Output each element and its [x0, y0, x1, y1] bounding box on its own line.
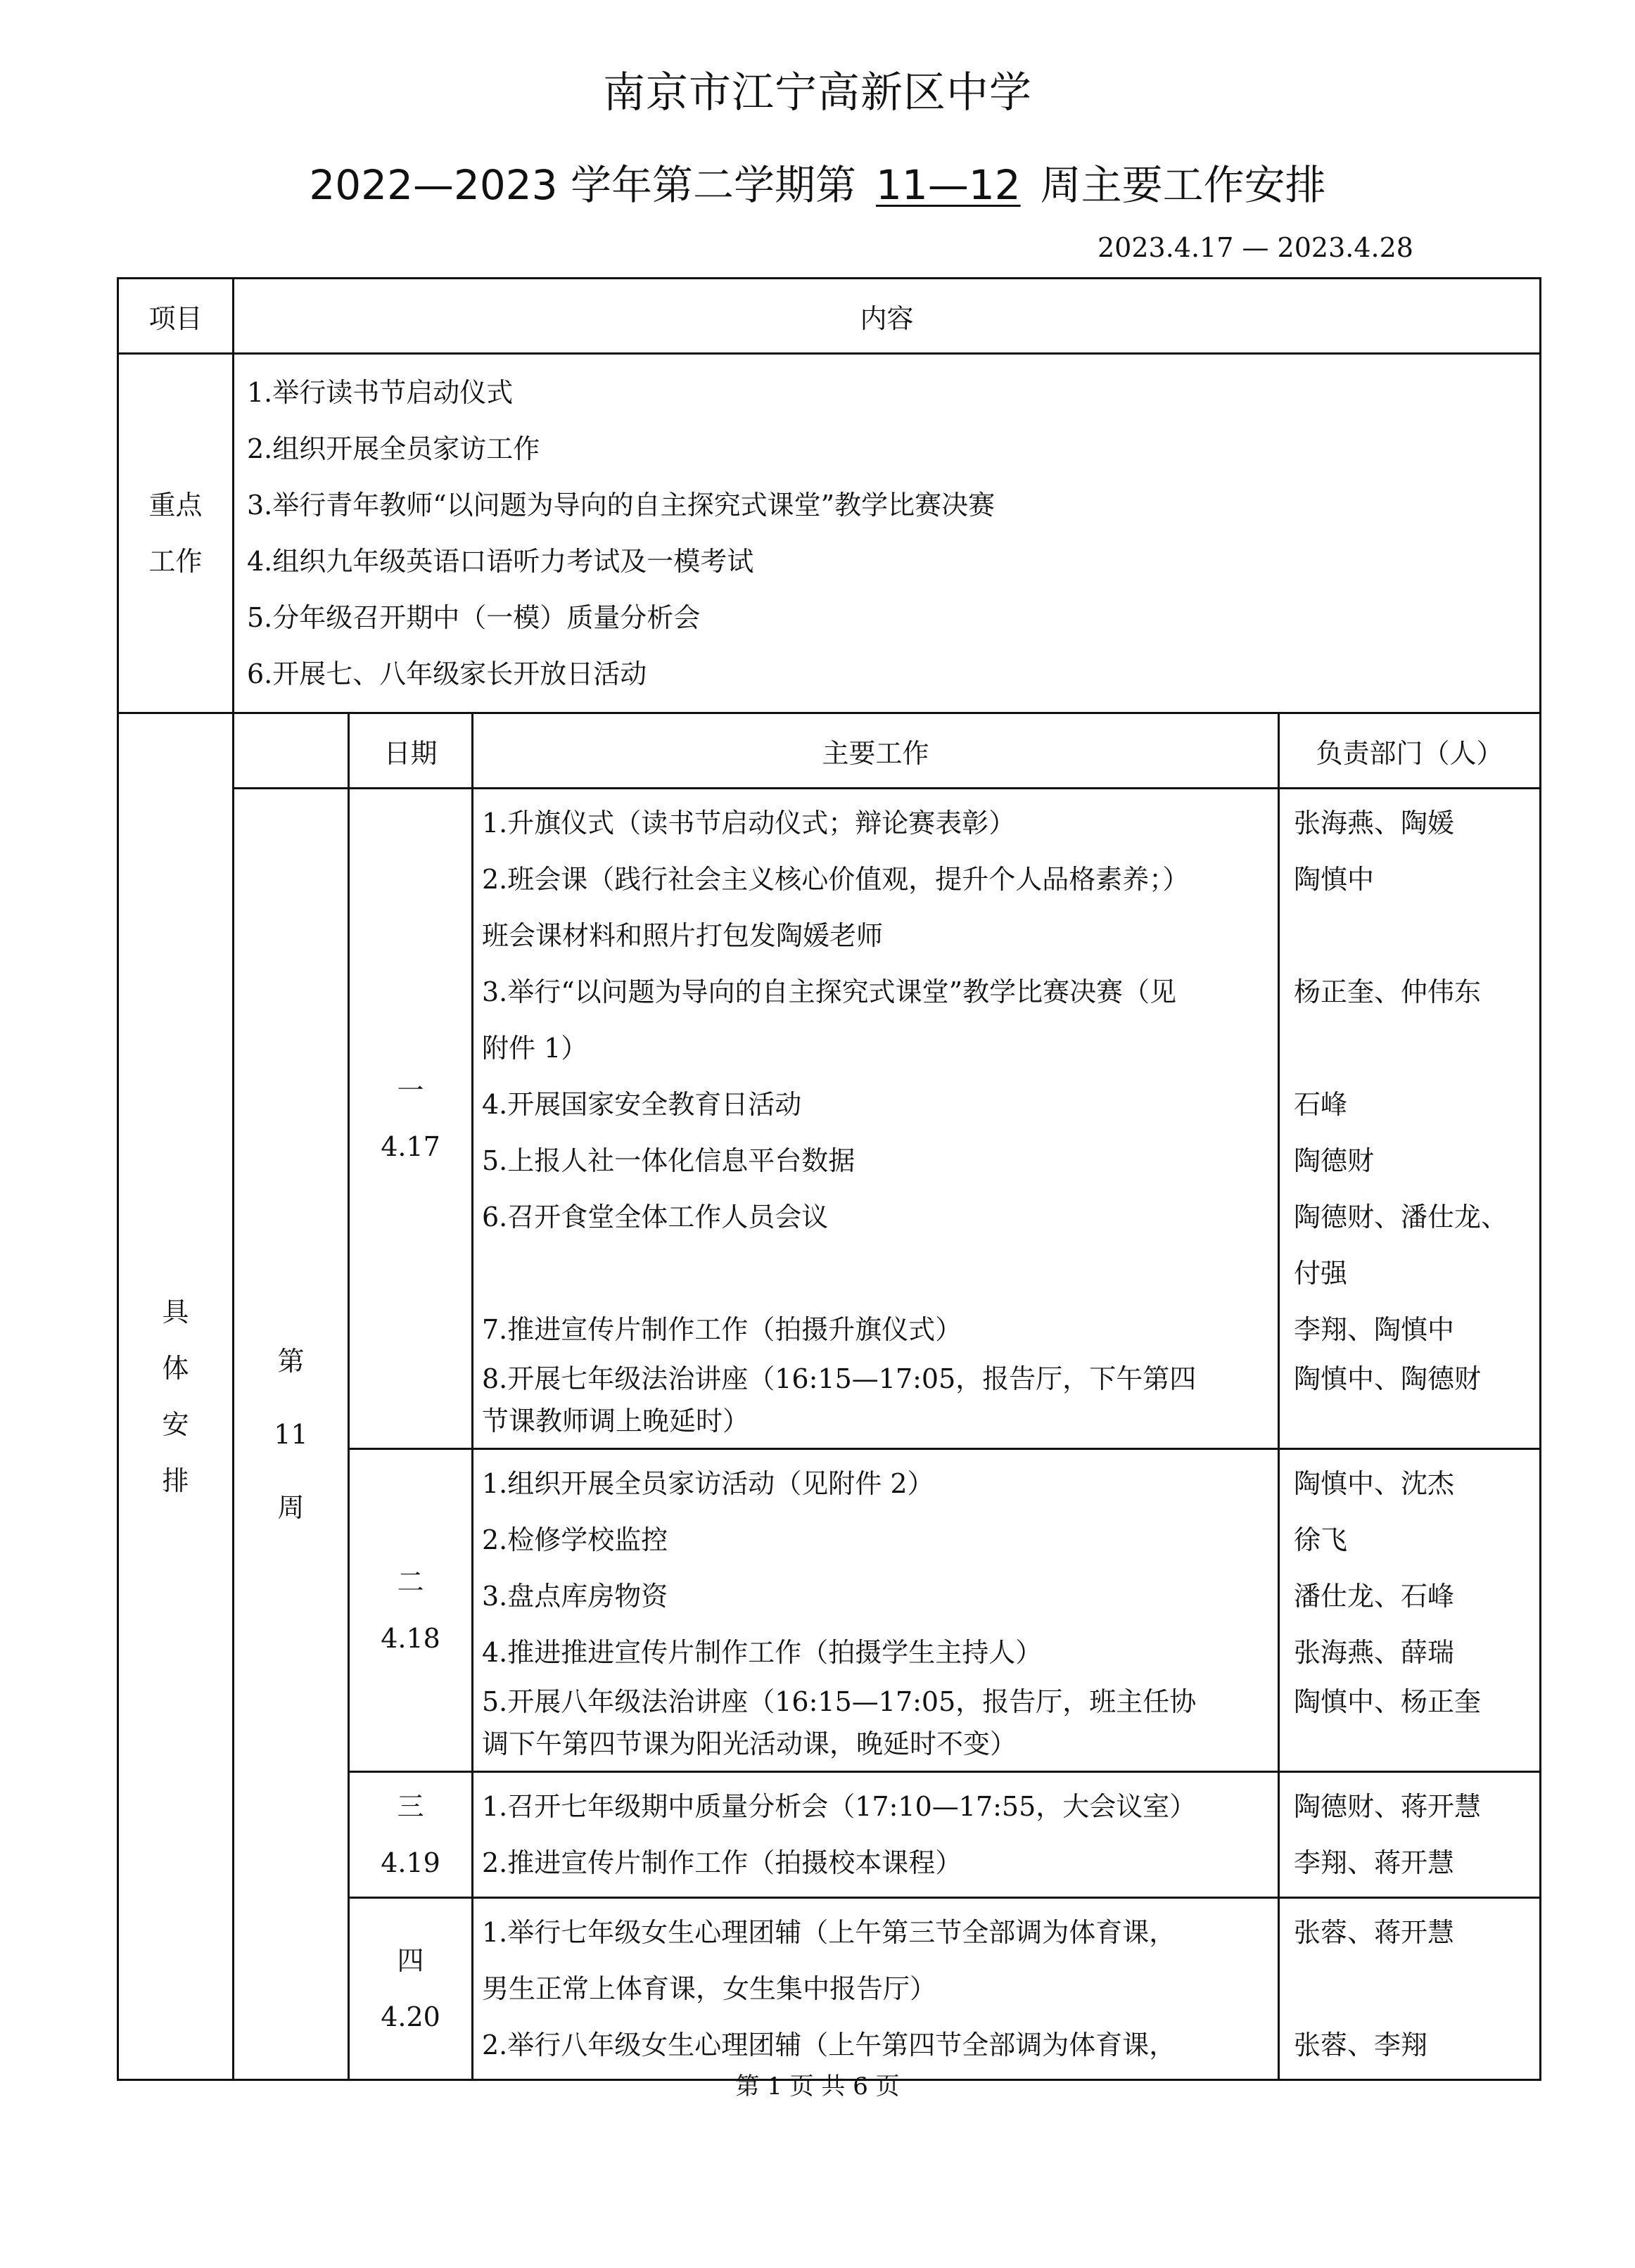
responsible-line [1294, 1020, 1539, 1076]
specific-label-char: 排 [162, 1465, 189, 1496]
day-weekday: 一 [397, 1075, 424, 1106]
responsible-line: 潘仕龙、石峰 [1294, 1581, 1455, 1612]
responsible-line: 付强 [1294, 1258, 1348, 1289]
day-weekday: 四 [397, 1945, 424, 1976]
col-header-main-work: 主要工作 [473, 713, 1279, 789]
week-label-line: 周 [277, 1491, 305, 1523]
day-responsible-cell [1279, 789, 1541, 1449]
work-line: 5.上报人社一体化信息平台数据 [482, 1145, 855, 1176]
specific-arrangement-label [118, 713, 234, 2080]
responsible-line: 陶慎中 [1294, 864, 1375, 895]
title-prefix: 2022—2023 学年第二学期第 [309, 161, 857, 209]
day-work-cell [473, 789, 1279, 1449]
day-date: 4.19 [381, 1847, 440, 1878]
work-line: 班会课材料和照片打包发陶媛老师 [482, 920, 884, 951]
week-column-header [234, 713, 349, 789]
col-header-content: 内容 [234, 279, 1541, 354]
responsible-line: 陶德财、潘仕龙、 [1294, 1202, 1508, 1232]
day-date: 4.20 [381, 2001, 440, 2032]
title-suffix: 周主要工作安排 [1040, 161, 1326, 209]
responsible-line: 张海燕、陶媛 [1294, 808, 1455, 839]
responsible-line: 李翔、蒋开慧 [1294, 1847, 1455, 1878]
responsible-line: 陶德财、蒋开慧 [1294, 1791, 1482, 1822]
day-responsible-cell [1279, 1898, 1541, 2080]
work-line: 3.举行“以问题为导向的自主探究式课堂”教学比赛决赛（见 [482, 976, 1177, 1007]
col-header-responsible: 负责部门（人） [1279, 713, 1541, 789]
schedule-table [117, 277, 1541, 2081]
key-work-item: 4.组织九年级英语口语听力考试及一模考试 [247, 546, 754, 577]
responsible-line: 张蓉、李翔 [1294, 2030, 1428, 2060]
work-line: 1.举行七年级女生心理团辅（上午第三节全部调为体育课， [482, 1917, 1176, 1948]
key-work-label [118, 354, 234, 713]
specific-label-char: 安 [162, 1409, 189, 1440]
work-line: 2.检修学校监控 [482, 1524, 668, 1555]
key-work-item: 3.举行青年教师“以问题为导向的自主探究式课堂”教学比赛决赛 [247, 490, 995, 521]
work-line: 1.召开七年级期中质量分析会（17:10—17:55，大会议室） [482, 1791, 1197, 1822]
responsible-line: 徐飞 [1294, 1524, 1348, 1555]
responsible-line [1294, 1723, 1539, 1765]
day-work-cell [473, 1898, 1279, 2080]
date-range: 2023.4.17 — 2023.4.28 [1098, 232, 1413, 263]
subheader-row [118, 713, 1541, 789]
responsible-line: 石峰 [1294, 1089, 1348, 1120]
day-weekday: 二 [397, 1567, 424, 1598]
specific-label-char: 具 [162, 1297, 189, 1327]
work-line: 5.开展八年级法治讲座（16:15—17:05，报告厅，班主任协 [482, 1686, 1197, 1717]
day-cell [349, 1772, 473, 1898]
table-header-row [118, 279, 1541, 354]
work-line: 1.组织开展全员家访活动（见附件 2） [482, 1468, 934, 1499]
responsible-line: 陶慎中、陶德财 [1294, 1363, 1482, 1394]
work-line: 7.推进宣传片制作工作（拍摄升旗仪式） [482, 1314, 962, 1345]
work-line: 4.推进推进宣传片制作工作（拍摄学生主持人） [482, 1637, 1043, 1668]
key-work-item: 2.组织开展全员家访工作 [247, 433, 540, 464]
responsible-line [1294, 907, 1539, 964]
day-date: 4.18 [381, 1623, 440, 1654]
key-work-label-line2: 工作 [148, 546, 203, 577]
work-line [482, 1245, 1269, 1301]
key-work-item: 1.举行读书节启动仪式 [247, 377, 514, 408]
day-cell [349, 789, 473, 1449]
col-header-date: 日期 [349, 713, 473, 789]
work-line: 4.开展国家安全教育日活动 [482, 1089, 802, 1120]
key-work-item: 5.分年级召开期中（一模）质量分析会 [247, 602, 701, 633]
col-header-item: 项目 [118, 279, 234, 354]
work-line: 节课教师调上晚延时） [482, 1406, 750, 1436]
work-line: 2.推进宣传片制作工作（拍摄校本课程） [482, 1847, 962, 1878]
responsible-line: 陶德财 [1294, 1145, 1375, 1176]
work-line: 男生正常上体育课，女生集中报告厅） [482, 1973, 937, 2004]
work-line: 2.班会课（践行社会主义核心价值观，提升个人品格素养；） [482, 864, 1190, 895]
specific-label-char: 体 [162, 1353, 189, 1384]
work-line: 8.开展七年级法治讲座（16:15—17:05，报告厅，下午第四 [482, 1363, 1197, 1394]
responsible-line: 陶慎中、杨正奎 [1294, 1686, 1482, 1717]
responsible-line: 李翔、陶慎中 [1294, 1314, 1455, 1345]
day-date: 4.17 [381, 1131, 440, 1162]
work-line: 2.举行八年级女生心理团辅（上午第四节全部调为体育课， [482, 2030, 1176, 2060]
page-footer: 第 1 页 共 6 页 [735, 2072, 900, 2101]
key-work-label-line1: 重点 [148, 490, 203, 521]
day-weekday: 三 [397, 1791, 424, 1822]
key-work-row [118, 354, 1541, 713]
day-cell [349, 1898, 473, 2080]
responsible-line: 陶慎中、沈杰 [1294, 1468, 1455, 1499]
work-line: 调下午第四节课为阳光活动课，晚延时不变） [482, 1728, 1017, 1759]
responsible-line: 张蓉、蒋开慧 [1294, 1917, 1455, 1948]
school-name: 南京市江宁高新区中学 [603, 68, 1032, 117]
work-line: 6.召开食堂全体工作人员会议 [482, 1202, 829, 1232]
day-work-cell [473, 1449, 1279, 1772]
work-line: 1.升旗仪式（读书节启动仪式；辩论赛表彰） [482, 808, 1016, 839]
day-responsible-cell [1279, 1449, 1541, 1772]
week-label-line: 第 [277, 1345, 305, 1377]
key-work-item: 6.开展七、八年级家长开放日活动 [247, 658, 647, 689]
responsible-line [1294, 1961, 1539, 2017]
title-week-range: 11—12 [876, 161, 1021, 209]
day-cell [349, 1449, 473, 1772]
responsible-line [1294, 1400, 1539, 1442]
day-work-cell [473, 1772, 1279, 1898]
responsible-line: 杨正奎、仲伟东 [1294, 976, 1482, 1007]
work-line: 附件 1） [482, 1033, 588, 1064]
work-line: 3.盘点库房物资 [482, 1581, 668, 1612]
day-responsible-cell [1279, 1772, 1541, 1898]
week-label-line: 11 [274, 1418, 308, 1450]
key-work-list [234, 354, 1541, 713]
responsible-line: 张海燕、薛瑞 [1294, 1637, 1455, 1668]
schedule-title [0, 152, 1635, 211]
week-label [234, 789, 349, 2080]
day-row [118, 789, 1541, 1449]
